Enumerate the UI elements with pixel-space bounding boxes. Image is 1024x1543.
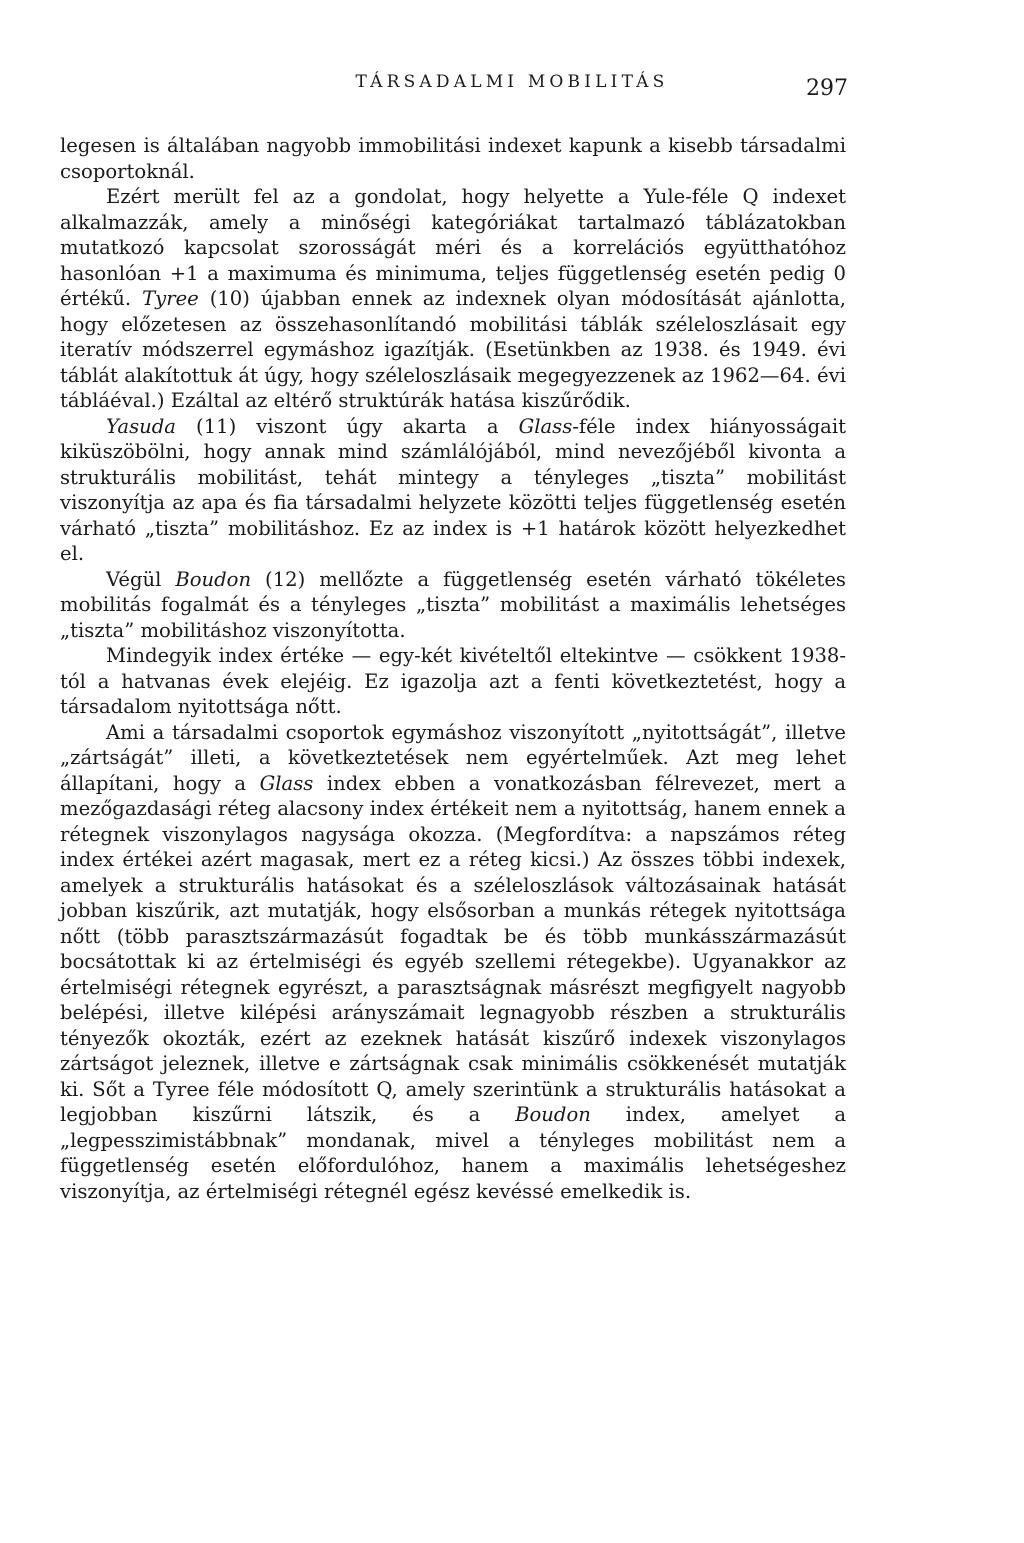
paragraph (60, 720, 846, 1205)
running-head (0, 68, 1024, 104)
text-run: Mindegyik index értéke — egy-két kivételtől eltekintve — csökkent 1938-tól a hatvanas évek elejéig. Ez igazolja azt a fenti következtetést, hogy a társadalom nyitottsága nőtt. (60, 644, 846, 718)
text-run: legesen is általában nagyobb immobilitási indexet kapunk a kisebb társadalmi csoportoknál. (60, 134, 846, 183)
text-run: Végül (106, 567, 176, 591)
text-run: Ezért merült fel az a gondolat, hogy helyette a Yule-féle Q indexet alkalmazzák, amely a minőségi kategóriákat tartalmazó táblázatokban mutatkozó kapcsolat szorosságát méri és a korrelációs együtthatóhoz hasonlóan +1 a maximuma és minimuma, teljes függetlenség esetén pedig 0 értékű. (60, 185, 846, 310)
italic-name: Tyree (142, 287, 199, 310)
text-run: Ami a társadalmi csoportok egymáshoz viszonyított „nyitottságát”, illetve „zártságát” illeti, a következtetések nem egyértelműek. Azt meg lehet állapítani, hogy a (60, 720, 846, 795)
italic-name: Boudon (175, 567, 252, 591)
paragraph (60, 567, 846, 644)
paragraph (60, 184, 846, 414)
italic-name: Glass (259, 771, 314, 795)
page-number: 297 (806, 76, 848, 101)
paragraph (60, 414, 846, 567)
paragraph (60, 133, 846, 184)
text-run: (10) újabban ennek az indexnek olyan módosítását ajánlotta, hogy előzetesen az összehasonlítandó mobilitási táblák széleloszlásait egy iteratív módszerrel egymáshoz igazítják. (Esetünkben az 1938. és 1949. évi táblát alakítottuk át úgy, hogy széleloszlásaik megegyezzenek az 1962—64. évi tábláéval.) Ezáltal az eltérő struktúrák hatása kiszűrődik. (60, 287, 846, 412)
running-title: TÁRSADALMI MOBILITÁS (355, 72, 669, 92)
text-run: -féle index hiányosságait kiküszöbölni, hogy annak mind számlálójából, mind nevezőjéből kivonta a strukturális mobilitást, tehát mintegy a tényleges „tiszta” mobilitást viszonyítja az apa és fia társadalmi helyzete közötti teljes függetlenség esetén várható „tiszta” mobilitáshoz. Ez az index is +1 határok között helyezkedhet el. (60, 414, 846, 565)
text-run: (11) viszont úgy akarta a (176, 414, 519, 438)
italic-name: Boudon (515, 1103, 591, 1126)
body-text (60, 133, 846, 1204)
paragraph (60, 643, 846, 720)
italic-name: Yasuda (106, 414, 176, 438)
text-run: index ebben a vonatkozásban félrevezet, mert a mezőgazdasági réteg alacsony index értékeit nem a nyitottság, hanem ennek a rétegnek viszonylagos nagysága okozza. (Megfordítva: a napszámos réteg index értékei azért magasak, mert ez a réteg kicsi.) Az összes többi indexek, amelyek a strukturális hatásokat és a széleloszlások változásainak hatását jobban kiszűrik, azt mutatják, hogy elsősorban a munkás rétegek nyitottsága nőtt (több parasztszármazásút fogadtak be és több munkásszármazásút bocsátottak ki az értelmiségi és egyéb szellemi rétegekbe). Ugyanakkor az értelmiségi rétegnek egyrészt, a parasztságnak másrészt megfigyelt nagyobb belépési, illetve kilépési arányszámait legnagyobb részben a strukturális tényezők okozták, ezért az ezeknek hatását kiszűrő indexek viszonylagos zártságot jeleznek, illetve e zártságnak csak minimális csökkenését mutatják ki. Sőt a Tyree féle módosított Q, amely szerintünk a strukturális hatásokat a legjobban kiszűrni látszik, és a (60, 771, 846, 1126)
text-run: index, amelyet a „legpesszimistábbnak” mondanak, mivel a tényleges mobilitást nem a függetlenség esetén előfordulóhoz, hanem a maximális lehetségeshez viszonyítja, az értelmiségi rétegnél egész kevéssé emelkedik is. (60, 1103, 846, 1203)
text-run: (12) mellőzte a függetlenség esetén várható tökéletes mobilitás fogalmát és a tényleges „tiszta” mobilitást a maximális lehetséges „tiszta” mobilitáshoz viszonyította. (60, 567, 846, 642)
italic-name: Glass (518, 414, 573, 438)
